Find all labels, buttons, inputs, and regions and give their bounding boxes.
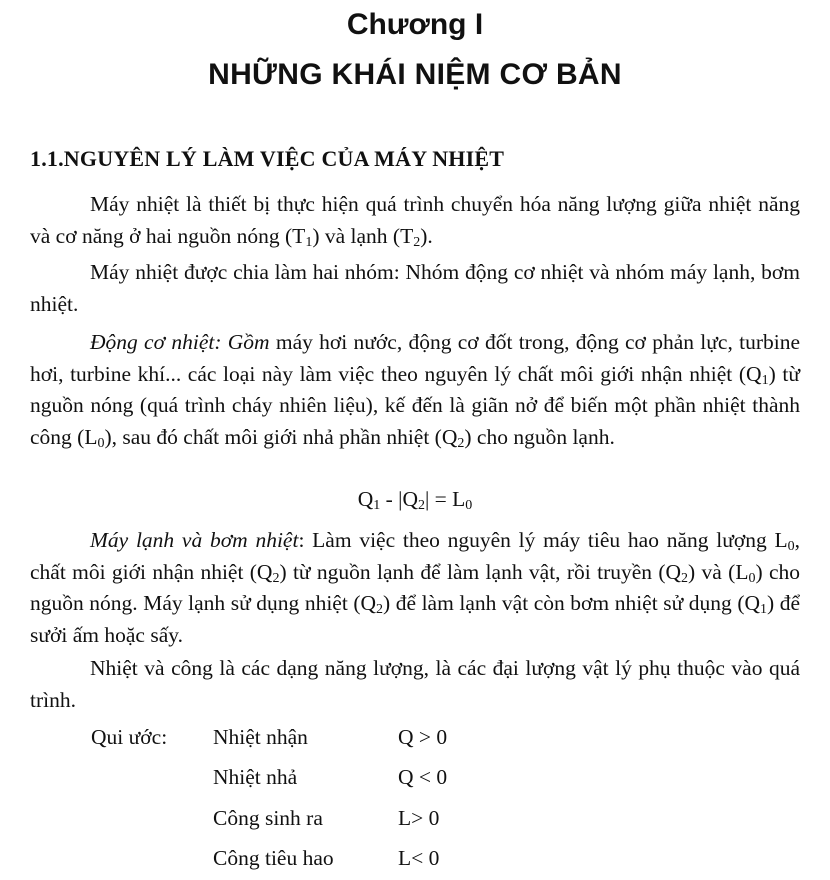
convention-row [0, 843, 830, 873]
convention-label: Công tiêu hao [213, 846, 334, 870]
subscript: 0 [465, 498, 473, 513]
convention-lead: Qui ước: [91, 725, 168, 749]
term-heat-engine: Động cơ nhiệt: Gồm [90, 330, 270, 354]
convention-value: L> 0 [398, 806, 440, 830]
subscript: 0 [787, 539, 795, 554]
section-heading: 1.1.NGUYÊN LÝ LÀM VIỆC CỦA MÁY NHIỆT [30, 146, 505, 171]
convention-label: Công sinh ra [213, 806, 323, 830]
paragraph-heat-and-work: Nhiệt và công là các dạng năng lượng, là các đại lượng vật lý phụ thuộc vào quá trình. [30, 656, 800, 712]
convention-label: Nhiệt nhận [213, 725, 308, 749]
convention-value: Q < 0 [398, 765, 448, 789]
convention-value: L< 0 [398, 846, 440, 870]
subscript: 2 [457, 435, 465, 451]
subscript: 2 [681, 570, 689, 586]
convention-value: Q > 0 [398, 725, 448, 749]
subscript: 1 [761, 372, 769, 388]
subscript: 0 [748, 570, 756, 586]
chapter-title: NHỮNG KHÁI NIỆM CƠ BẢN [208, 58, 622, 91]
chapter-label: Chương I [346, 8, 484, 41]
subscript: 2 [417, 498, 425, 513]
convention-row [0, 762, 830, 792]
paragraph-heat-engine-definition: Máy nhiệt là thiết bị thực hiện quá trình chuyển hóa năng lượng giữa nhiệt năng và cơ năng ở hai nguồn nóng $(T_1)$ và lạnh $(T_2)$. [30, 192, 800, 250]
subscript: 1 [373, 498, 381, 513]
energy-balance-formula: $Q_1 - |Q_2| = L_0$ [357, 487, 473, 513]
subscript: 0 [97, 435, 105, 451]
convention-row [0, 803, 830, 833]
term-refrigerator: Máy lạnh và bơm nhiệt [90, 528, 299, 552]
subscript: 2 [413, 234, 421, 250]
subscript: 2 [272, 570, 280, 586]
subscript: 2 [376, 602, 384, 617]
paragraph-heat-engines: Động cơ nhiệt: Gồm máy hơi nước, động cơ đốt trong, động cơ phản lực, turbine hơi, turbine khí... các loại này làm việc theo nguyên lý chất môi giới nhận nhiệt $(Q_1)$ từ nguồn nóng (quá trình cháy nhiên liệu), kế đến là giãn nở để biến một phần nhiệt thành công $(L_0)$, sau đó chất môi giới nhả phần nhiệt $(Q_2)$ cho nguồn lạnh. [30, 330, 800, 451]
convention-label: Nhiệt nhả [213, 765, 298, 789]
paragraph-heat-engine-groups: Máy nhiệt được chia làm hai nhóm: Nhóm động cơ nhiệt và nhóm máy lạnh, bơm nhiệt. [30, 260, 800, 316]
subscript: 1 [305, 234, 313, 250]
convention-row [0, 722, 830, 752]
subscript: 1 [760, 602, 768, 617]
paragraph-refrigerators-heat-pumps: Máy lạnh và bơm nhiệt: Làm việc theo nguyên lý máy tiêu hao năng lượng $L_0$, chất môi giới nhận nhiệt $(Q_2)$ từ nguồn lạnh để làm lạnh vật, rồi truyền $(Q_2)$ và $(L_0)$ cho nguồn nóng. Máy lạnh sử dụng nhiệt $(Q_2)$ để làm lạnh vật còn bơm nhiệt sử dụng $(Q_1)$ để sưởi ấm hoặc sấy. [30, 528, 801, 647]
